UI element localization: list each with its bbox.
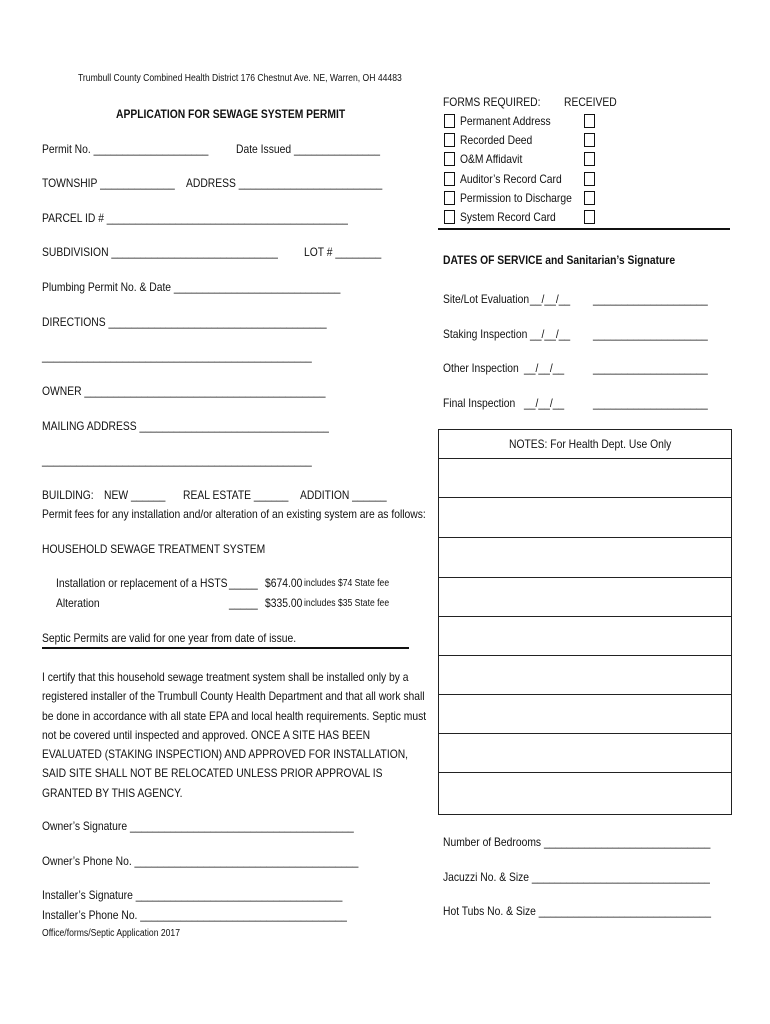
form-checkbox-left[interactable]	[444, 191, 455, 205]
subdivision-field[interactable]: SUBDIVISION _____________________________	[42, 245, 278, 259]
fee-installation-amount: $674.00	[265, 576, 303, 590]
mailing-address-continuation-line[interactable]: _______________________________________________	[42, 453, 312, 467]
form-checkbox-left[interactable]	[444, 114, 455, 128]
certification-paragraph	[42, 668, 427, 803]
forms-required-heading: FORMS REQUIRED:	[443, 95, 541, 109]
section-divider	[42, 647, 409, 649]
received-checkbox[interactable]	[584, 152, 595, 166]
notes-row[interactable]	[439, 458, 731, 498]
jacuzzi-field[interactable]: Jacuzzi No. & Size _______________________________	[443, 870, 710, 884]
certification-line: registered installer of the Trumbull County Health Department and that all work shall	[42, 689, 425, 704]
form-item-label: System Record Card	[460, 210, 556, 224]
building-label: BUILDING:	[42, 488, 94, 502]
fee-alteration-label: Alteration	[56, 596, 100, 610]
directions-field[interactable]: DIRECTIONS ______________________________________	[42, 315, 327, 329]
fee-alteration-note: includes $35 State fee	[304, 598, 390, 609]
service-row-label: Other Inspection	[443, 361, 519, 375]
notes-row[interactable]	[439, 538, 731, 578]
service-row-signature[interactable]: ____________________	[593, 327, 708, 341]
township-field[interactable]: TOWNSHIP _____________	[42, 176, 175, 190]
address-field[interactable]: ADDRESS _________________________	[186, 176, 383, 190]
mailing-address-field[interactable]: MAILING ADDRESS _________________________________	[42, 419, 329, 433]
service-row-signature[interactable]: ____________________	[593, 361, 708, 375]
notes-row[interactable]	[439, 578, 731, 617]
notes-row[interactable]	[439, 695, 731, 734]
agency-address-line: Trumbull County Combined Health District 176 Chestnut Ave. NE, Warren, OH 44483	[78, 73, 402, 84]
permit-fees-text: Permit fees for any installation and/or alteration of an existing system are as follows:	[42, 507, 426, 521]
certification-line: not be covered until inspected and approved. ONCE A SITE HAS BEEN	[42, 727, 371, 742]
notes-row[interactable]	[439, 734, 731, 773]
received-checkbox[interactable]	[584, 114, 595, 128]
received-checkbox[interactable]	[584, 133, 595, 147]
form-item-label: Permission to Discharge	[460, 191, 572, 205]
owner-signature-field[interactable]: Owner’s Signature _______________________________________	[42, 819, 354, 833]
service-row-label: Final Inspection	[443, 396, 516, 410]
fee-installation-label: Installation or replacement of a HSTS	[56, 576, 228, 590]
owner-phone-field[interactable]: Owner’s Phone No. _______________________________________	[42, 854, 359, 868]
form-checkbox-left[interactable]	[444, 133, 455, 147]
household-heading: HOUSEHOLD SEWAGE TREATMENT SYSTEM	[42, 542, 266, 556]
date-issued-field[interactable]: Date Issued _______________	[236, 142, 381, 156]
form-checkbox-left[interactable]	[444, 172, 455, 186]
certification-line: I certify that this household sewage treatment system shall be installed only by a	[42, 670, 409, 684]
form-item-label: Auditor’s Record Card	[460, 172, 562, 186]
certification-line: GRANTED BY THIS AGENCY.	[42, 785, 183, 800]
fee-installation-note: includes $74 State fee	[304, 578, 390, 589]
notes-row[interactable]	[439, 498, 731, 538]
certification-line: SAID SITE SHALL NOT BE RELOCATED UNLESS PRIOR APPROVAL IS	[42, 766, 383, 781]
lot-field[interactable]: LOT # ________	[304, 245, 382, 259]
installer-phone-field[interactable]: Installer’s Phone No. ____________________________________	[42, 908, 347, 922]
service-row-date[interactable]: __/__/__	[524, 396, 565, 410]
permit-no-field[interactable]: Permit No. ____________________	[42, 142, 209, 156]
certification-line: EVALUATED (STAKING INSPECTION) AND APPROVED FOR INSTALLATION,	[42, 747, 409, 762]
bedrooms-field[interactable]: Number of Bedrooms _____________________________	[443, 835, 711, 849]
installer-signature-field[interactable]: Installer’s Signature ____________________________________	[42, 888, 343, 902]
service-row-date[interactable]: __/__/__	[524, 361, 565, 375]
received-heading: RECEIVED	[564, 95, 617, 109]
form-checkbox-left[interactable]	[444, 152, 455, 166]
directions-continuation-line[interactable]: _______________________________________________	[42, 349, 312, 363]
received-checkbox[interactable]	[584, 210, 595, 224]
form-item-label: Permanent Address	[460, 114, 551, 128]
form-title: APPLICATION FOR SEWAGE SYSTEM PERMIT	[116, 107, 346, 121]
septic-valid-text: Septic Permits are valid for one year from date of issue.	[42, 631, 297, 645]
form-checkbox-left[interactable]	[444, 210, 455, 224]
notes-header-label: NOTES: For Health Dept. Use Only	[509, 437, 672, 451]
notes-header	[439, 430, 731, 459]
service-row-date[interactable]: __/__/__	[530, 327, 571, 341]
service-row-signature[interactable]: ____________________	[593, 396, 708, 410]
service-row-date[interactable]: __/__/__	[530, 292, 571, 306]
building-addition-option[interactable]: ADDITION ______	[300, 488, 387, 502]
service-row-label: Site/Lot Evaluation	[443, 292, 530, 306]
service-row-label: Staking Inspection	[443, 327, 528, 341]
form-footer: Office/forms/Septic Application 2017	[42, 928, 181, 939]
fee-alteration-amount: $335.00	[265, 596, 303, 610]
received-checkbox[interactable]	[584, 172, 595, 186]
notes-row[interactable]	[439, 617, 731, 656]
notes-row[interactable]	[439, 656, 731, 695]
fee-alteration-blank[interactable]: _____	[229, 596, 258, 610]
owner-field[interactable]: OWNER __________________________________________	[42, 384, 326, 398]
form-item-label: Recorded Deed	[460, 133, 533, 147]
plumbing-permit-field[interactable]: Plumbing Permit No. & Date _____________________________	[42, 280, 341, 294]
service-row-signature[interactable]: ____________________	[593, 292, 708, 306]
dates-of-service-heading: DATES OF SERVICE and Sanitarian’s Signature	[443, 253, 676, 267]
certification-line: be done in accordance with all state EPA and local health requirements. Septic must	[42, 708, 427, 723]
building-real-estate-option[interactable]: REAL ESTATE ______	[183, 488, 289, 502]
hot-tubs-field[interactable]: Hot Tubs No. & Size ______________________________	[443, 904, 711, 918]
fee-installation-blank[interactable]: _____	[229, 576, 258, 590]
building-new-option[interactable]: NEW ______	[104, 488, 166, 502]
received-checkbox[interactable]	[584, 191, 595, 205]
parcel-id-field[interactable]: PARCEL ID # __________________________________________	[42, 211, 348, 225]
form-item-label: O&M Affidavit	[460, 152, 523, 166]
forms-divider	[438, 228, 730, 230]
notes-box	[438, 429, 732, 815]
